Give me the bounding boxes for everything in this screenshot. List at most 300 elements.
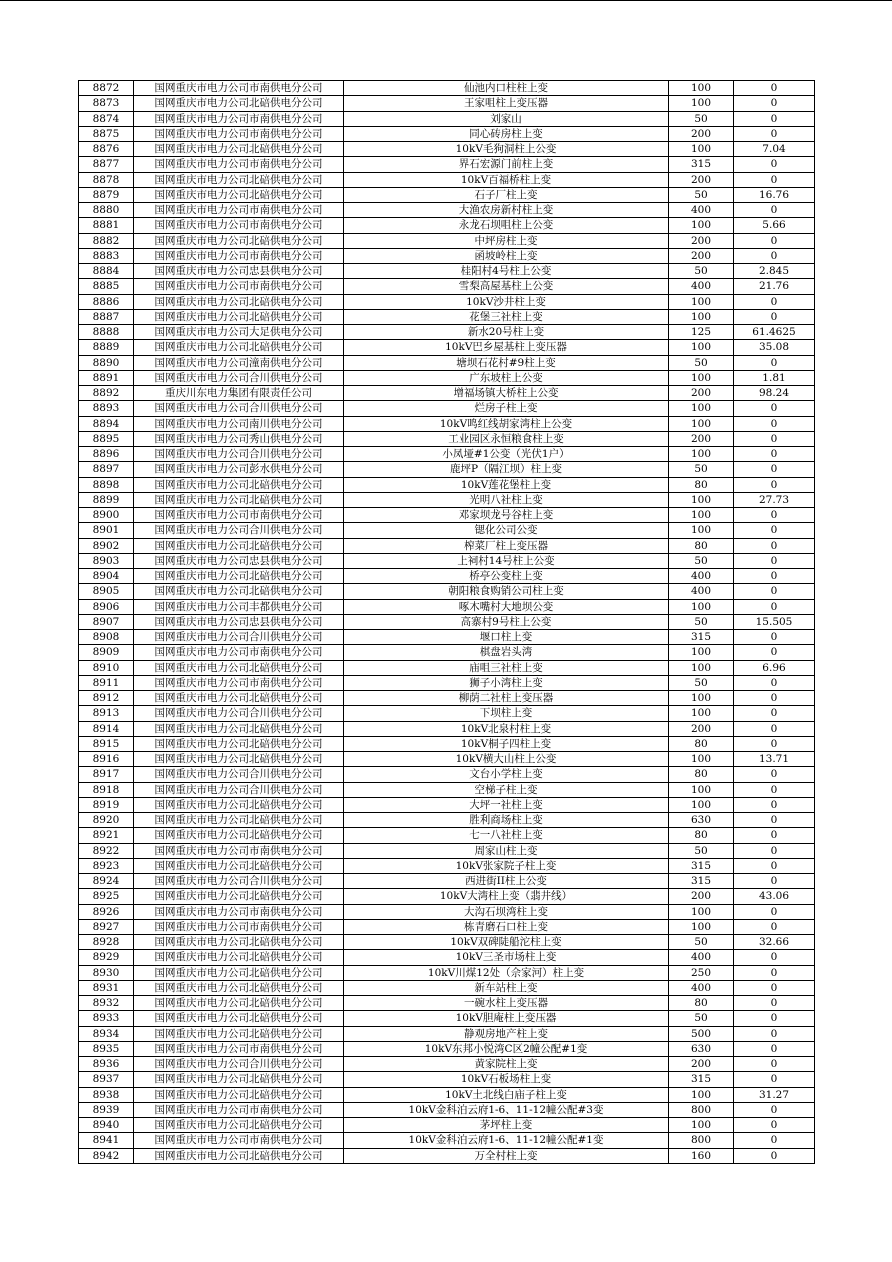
company-cell: 国网重庆市电力公司市南供电分公司 <box>134 675 344 690</box>
transformer-name-cell: 上祠村14号柱上公变 <box>344 553 669 568</box>
row-number-cell: 8899 <box>79 492 134 507</box>
table-row <box>79 523 815 538</box>
table-row <box>79 1041 815 1056</box>
row-number-cell: 8907 <box>79 614 134 629</box>
row-number-cell: 8874 <box>79 111 134 126</box>
transformer-name-cell: 广东坡柱上公变 <box>344 370 669 385</box>
value-cell: 0 <box>734 584 815 599</box>
company-cell: 国网重庆市电力公司北碚供电分公司 <box>134 736 344 751</box>
value-cell: 0 <box>734 675 815 690</box>
table-row <box>79 218 815 233</box>
value-cell: 0 <box>734 203 815 218</box>
company-cell: 国网重庆市电力公司市南供电分公司 <box>134 279 344 294</box>
value-cell: 0 <box>734 477 815 492</box>
table-row <box>79 279 815 294</box>
table-row <box>79 431 815 446</box>
table-row <box>79 264 815 279</box>
transformer-name-cell: 啄木嘴村大地坝公变 <box>344 599 669 614</box>
company-cell: 国网重庆市电力公司市南供电分公司 <box>134 248 344 263</box>
transformer-name-cell: 10kV毛狗洞柱上公变 <box>344 142 669 157</box>
row-number-cell: 8935 <box>79 1041 134 1056</box>
transformer-name-cell: 10kV鸣红线胡家湾柱上公变 <box>344 416 669 431</box>
company-cell: 国网重庆市电力公司北碚供电分公司 <box>134 965 344 980</box>
capacity-cell: 100 <box>669 508 734 523</box>
transformer-name-cell: 黄家院柱上变 <box>344 1057 669 1072</box>
company-cell: 国网重庆市电力公司市南供电分公司 <box>134 904 344 919</box>
value-cell: 0 <box>734 447 815 462</box>
value-cell: 0 <box>734 965 815 980</box>
value-cell: 0 <box>734 797 815 812</box>
row-number-cell: 8897 <box>79 462 134 477</box>
row-number-cell: 8941 <box>79 1133 134 1148</box>
row-number-cell: 8931 <box>79 980 134 995</box>
row-number-cell: 8877 <box>79 157 134 172</box>
company-cell: 国网重庆市电力公司市南供电分公司 <box>134 203 344 218</box>
table-row <box>79 1118 815 1133</box>
table-row <box>79 294 815 309</box>
company-cell: 国网重庆市电力公司北碚供电分公司 <box>134 309 344 324</box>
transformer-name-cell: 狮子小湾柱上变 <box>344 675 669 690</box>
table-row <box>79 950 815 965</box>
transformer-name-cell: 柳荫二社柱上变压器 <box>344 691 669 706</box>
row-number-cell: 8883 <box>79 248 134 263</box>
capacity-cell: 100 <box>669 523 734 538</box>
value-cell: 0 <box>734 919 815 934</box>
value-cell: 1.81 <box>734 370 815 385</box>
company-cell: 国网重庆市电力公司市南供电分公司 <box>134 81 344 96</box>
transformer-name-cell: 新水20号柱上变 <box>344 325 669 340</box>
transformer-name-cell: 一碗水柱上变压器 <box>344 996 669 1011</box>
company-cell: 国网重庆市电力公司北碚供电分公司 <box>134 980 344 995</box>
table-row <box>79 736 815 751</box>
capacity-cell: 50 <box>669 614 734 629</box>
row-number-cell: 8911 <box>79 675 134 690</box>
capacity-cell: 100 <box>669 401 734 416</box>
value-cell: 0 <box>734 508 815 523</box>
company-cell: 国网重庆市电力公司北碚供电分公司 <box>134 828 344 843</box>
transformer-name-cell: 10kV莲花堡柱上变 <box>344 477 669 492</box>
row-number-cell: 8888 <box>79 325 134 340</box>
row-number-cell: 8872 <box>79 81 134 96</box>
table-row <box>79 492 815 507</box>
company-cell: 重庆川东电力集团有限责任公司 <box>134 386 344 401</box>
value-cell: 6.96 <box>734 660 815 675</box>
transformer-name-cell: 10kV巴乡屋基柱上变压器 <box>344 340 669 355</box>
value-cell: 0 <box>734 233 815 248</box>
row-number-cell: 8875 <box>79 126 134 141</box>
capacity-cell: 315 <box>669 858 734 873</box>
transformer-name-cell: 同心砖房柱上变 <box>344 126 669 141</box>
value-cell: 0 <box>734 630 815 645</box>
value-cell: 0 <box>734 248 815 263</box>
transformer-name-cell: 桥亭公变柱上变 <box>344 569 669 584</box>
row-number-cell: 8873 <box>79 96 134 111</box>
table-row <box>79 142 815 157</box>
table-row <box>79 462 815 477</box>
row-number-cell: 8906 <box>79 599 134 614</box>
table-row <box>79 325 815 340</box>
value-cell: 0 <box>734 1133 815 1148</box>
company-cell: 国网重庆市电力公司忠县供电分公司 <box>134 264 344 279</box>
table-row <box>79 355 815 370</box>
transformer-name-cell: 堰口柱上变 <box>344 630 669 645</box>
table-row <box>79 599 815 614</box>
table-row <box>79 553 815 568</box>
value-cell: 27.73 <box>734 492 815 507</box>
table-row <box>79 569 815 584</box>
capacity-cell: 80 <box>669 767 734 782</box>
row-number-cell: 8909 <box>79 645 134 660</box>
company-cell: 国网重庆市电力公司北碚供电分公司 <box>134 172 344 187</box>
capacity-cell: 100 <box>669 370 734 385</box>
transformer-name-cell: 10kV横大山柱上公变 <box>344 752 669 767</box>
capacity-cell: 50 <box>669 355 734 370</box>
transformer-name-cell: 七一八社柱上变 <box>344 828 669 843</box>
value-cell: 0 <box>734 691 815 706</box>
page-top-rule <box>0 0 892 1</box>
capacity-cell: 250 <box>669 965 734 980</box>
transformer-name-cell: 棋盘岩头湾 <box>344 645 669 660</box>
value-cell: 0 <box>734 996 815 1011</box>
company-cell: 国网重庆市电力公司北碚供电分公司 <box>134 691 344 706</box>
row-number-cell: 8903 <box>79 553 134 568</box>
value-cell: 0 <box>734 416 815 431</box>
company-cell: 国网重庆市电力公司合川供电分公司 <box>134 706 344 721</box>
transformer-name-cell: 王家咀柱上变压器 <box>344 96 669 111</box>
transformer-name-cell: 仙池内口柱柱上变 <box>344 81 669 96</box>
table-row <box>79 752 815 767</box>
value-cell: 0 <box>734 904 815 919</box>
company-cell: 国网重庆市电力公司秀山供电分公司 <box>134 431 344 446</box>
row-number-cell: 8918 <box>79 782 134 797</box>
company-cell: 国网重庆市电力公司市南供电分公司 <box>134 1102 344 1117</box>
capacity-cell: 400 <box>669 203 734 218</box>
row-number-cell: 8902 <box>79 538 134 553</box>
transformer-name-cell: 栋青磨石口柱上变 <box>344 919 669 934</box>
capacity-cell: 100 <box>669 706 734 721</box>
table-row <box>79 660 815 675</box>
transformer-name-cell: 高寨村9号柱上公变 <box>344 614 669 629</box>
value-cell: 0 <box>734 294 815 309</box>
value-cell: 0 <box>734 721 815 736</box>
capacity-cell: 50 <box>669 462 734 477</box>
row-number-cell: 8942 <box>79 1148 134 1163</box>
table-row <box>79 965 815 980</box>
table-row <box>79 874 815 889</box>
transformer-name-cell: 永龙石坝咀柱上公变 <box>344 218 669 233</box>
table-row <box>79 767 815 782</box>
row-number-cell: 8908 <box>79 630 134 645</box>
value-cell: 5.66 <box>734 218 815 233</box>
value-cell: 0 <box>734 599 815 614</box>
value-cell: 0 <box>734 736 815 751</box>
capacity-cell: 50 <box>669 1011 734 1026</box>
company-cell: 国网重庆市电力公司北碚供电分公司 <box>134 752 344 767</box>
value-cell: 0 <box>734 523 815 538</box>
capacity-cell: 100 <box>669 752 734 767</box>
capacity-cell: 50 <box>669 264 734 279</box>
value-cell: 0 <box>734 111 815 126</box>
table-row <box>79 843 815 858</box>
table-row <box>79 813 815 828</box>
capacity-cell: 100 <box>669 645 734 660</box>
row-number-cell: 8923 <box>79 858 134 873</box>
row-number-cell: 8932 <box>79 996 134 1011</box>
table-row <box>79 1102 815 1117</box>
value-cell: 0 <box>734 782 815 797</box>
value-cell: 98.24 <box>734 386 815 401</box>
transformer-name-cell: 10kV金科泊云府1-6、11-12幢公配#3变 <box>344 1102 669 1117</box>
row-number-cell: 8882 <box>79 233 134 248</box>
transformer-name-cell: 庙咀三社柱上变 <box>344 660 669 675</box>
capacity-cell: 200 <box>669 233 734 248</box>
transformer-name-cell: 10kV东邦小悦湾C区2幢公配#1变 <box>344 1041 669 1056</box>
row-number-cell: 8937 <box>79 1072 134 1087</box>
row-number-cell: 8894 <box>79 416 134 431</box>
transformer-table <box>78 80 815 1164</box>
row-number-cell: 8885 <box>79 279 134 294</box>
company-cell: 国网重庆市电力公司北碚供电分公司 <box>134 477 344 492</box>
row-number-cell: 8922 <box>79 843 134 858</box>
table-row <box>79 996 815 1011</box>
row-number-cell: 8926 <box>79 904 134 919</box>
value-cell: 0 <box>734 1148 815 1163</box>
company-cell: 国网重庆市电力公司北碚供电分公司 <box>134 538 344 553</box>
capacity-cell: 100 <box>669 919 734 934</box>
row-number-cell: 8920 <box>79 813 134 828</box>
table-row <box>79 111 815 126</box>
row-number-cell: 8924 <box>79 874 134 889</box>
company-cell: 国网重庆市电力公司北碚供电分公司 <box>134 569 344 584</box>
value-cell: 0 <box>734 706 815 721</box>
row-number-cell: 8913 <box>79 706 134 721</box>
capacity-cell: 100 <box>669 81 734 96</box>
transformer-name-cell: 10kV胆庵柱上变压器 <box>344 1011 669 1026</box>
value-cell: 0 <box>734 401 815 416</box>
table-row <box>79 1026 815 1041</box>
transformer-name-cell: 茅坪柱上变 <box>344 1118 669 1133</box>
transformer-name-cell: 空梯子柱上变 <box>344 782 669 797</box>
value-cell: 7.04 <box>734 142 815 157</box>
table-row <box>79 935 815 950</box>
capacity-cell: 100 <box>669 1087 734 1102</box>
value-cell: 0 <box>734 96 815 111</box>
value-cell: 0 <box>734 157 815 172</box>
table-row <box>79 782 815 797</box>
capacity-cell: 100 <box>669 218 734 233</box>
transformer-name-cell: 10kV石板场柱上变 <box>344 1072 669 1087</box>
row-number-cell: 8938 <box>79 1087 134 1102</box>
transformer-name-cell: 10kV川煤12处（佘家河）柱上变 <box>344 965 669 980</box>
table-row <box>79 447 815 462</box>
transformer-name-cell: 10kV双碑陡船沱柱上变 <box>344 935 669 950</box>
transformer-name-cell: 石子厂柱上变 <box>344 187 669 202</box>
company-cell: 国网重庆市电力公司北碚供电分公司 <box>134 294 344 309</box>
company-cell: 国网重庆市电力公司北碚供电分公司 <box>134 233 344 248</box>
capacity-cell: 100 <box>669 416 734 431</box>
transformer-name-cell: 榨菜厂柱上变压器 <box>344 538 669 553</box>
value-cell: 0 <box>734 126 815 141</box>
company-cell: 国网重庆市电力公司市南供电分公司 <box>134 218 344 233</box>
transformer-name-cell: 大坪一社柱上变 <box>344 797 669 812</box>
capacity-cell: 200 <box>669 1057 734 1072</box>
company-cell: 国网重庆市电力公司合川供电分公司 <box>134 874 344 889</box>
capacity-cell: 200 <box>669 248 734 263</box>
capacity-cell: 400 <box>669 584 734 599</box>
company-cell: 国网重庆市电力公司北碚供电分公司 <box>134 797 344 812</box>
company-cell: 国网重庆市电力公司北碚供电分公司 <box>134 1072 344 1087</box>
row-number-cell: 8929 <box>79 950 134 965</box>
value-cell: 0 <box>734 1041 815 1056</box>
capacity-cell: 100 <box>669 904 734 919</box>
company-cell: 国网重庆市电力公司合川供电分公司 <box>134 782 344 797</box>
company-cell: 国网重庆市电力公司北碚供电分公司 <box>134 996 344 1011</box>
row-number-cell: 8928 <box>79 935 134 950</box>
table-row <box>79 1072 815 1087</box>
capacity-cell: 400 <box>669 279 734 294</box>
company-cell: 国网重庆市电力公司北碚供电分公司 <box>134 584 344 599</box>
value-cell: 0 <box>734 828 815 843</box>
capacity-cell: 630 <box>669 1041 734 1056</box>
row-number-cell: 8879 <box>79 187 134 202</box>
company-cell: 国网重庆市电力公司丰都供电分公司 <box>134 599 344 614</box>
transformer-name-cell: 10kV北泉村柱上变 <box>344 721 669 736</box>
capacity-cell: 50 <box>669 675 734 690</box>
row-number-cell: 8933 <box>79 1011 134 1026</box>
transformer-name-cell: 胜利商场柱上变 <box>344 813 669 828</box>
table-row <box>79 187 815 202</box>
capacity-cell: 800 <box>669 1133 734 1148</box>
row-number-cell: 8905 <box>79 584 134 599</box>
company-cell: 国网重庆市电力公司北碚供电分公司 <box>134 858 344 873</box>
company-cell: 国网重庆市电力公司合川供电分公司 <box>134 447 344 462</box>
row-number-cell: 8878 <box>79 172 134 187</box>
value-cell: 32.66 <box>734 935 815 950</box>
table-row <box>79 980 815 995</box>
capacity-cell: 100 <box>669 447 734 462</box>
transformer-name-cell: 工业园区永恒粮食柱上变 <box>344 431 669 446</box>
value-cell: 0 <box>734 309 815 324</box>
value-cell: 0 <box>734 980 815 995</box>
capacity-cell: 100 <box>669 660 734 675</box>
company-cell: 国网重庆市电力公司北碚供电分公司 <box>134 1026 344 1041</box>
company-cell: 国网重庆市电力公司南川供电分公司 <box>134 416 344 431</box>
company-cell: 国网重庆市电力公司北碚供电分公司 <box>134 889 344 904</box>
transformer-name-cell: 下坝柱上变 <box>344 706 669 721</box>
company-cell: 国网重庆市电力公司市南供电分公司 <box>134 645 344 660</box>
table-row <box>79 416 815 431</box>
value-cell: 0 <box>734 645 815 660</box>
value-cell: 43.06 <box>734 889 815 904</box>
table-row <box>79 858 815 873</box>
capacity-cell: 160 <box>669 1148 734 1163</box>
capacity-cell: 630 <box>669 813 734 828</box>
table-row <box>79 340 815 355</box>
capacity-cell: 100 <box>669 691 734 706</box>
row-number-cell: 8921 <box>79 828 134 843</box>
company-cell: 国网重庆市电力公司北碚供电分公司 <box>134 950 344 965</box>
row-number-cell: 8900 <box>79 508 134 523</box>
company-cell: 国网重庆市电力公司北碚供电分公司 <box>134 721 344 736</box>
transformer-name-cell: 烂房子柱上变 <box>344 401 669 416</box>
transformer-name-cell: 10kV大湾柱上变（翡井线） <box>344 889 669 904</box>
value-cell: 0 <box>734 1072 815 1087</box>
capacity-cell: 50 <box>669 111 734 126</box>
table-row <box>79 706 815 721</box>
table-row <box>79 797 815 812</box>
value-cell: 16.76 <box>734 187 815 202</box>
company-cell: 国网重庆市电力公司北碚供电分公司 <box>134 1011 344 1026</box>
transformer-name-cell: 塘坝石花村#9柱上变 <box>344 355 669 370</box>
row-number-cell: 8886 <box>79 294 134 309</box>
capacity-cell: 100 <box>669 294 734 309</box>
table-row <box>79 675 815 690</box>
table-row <box>79 386 815 401</box>
company-cell: 国网重庆市电力公司市南供电分公司 <box>134 919 344 934</box>
capacity-cell: 200 <box>669 721 734 736</box>
value-cell: 0 <box>734 813 815 828</box>
transformer-name-cell: 中坪房柱上变 <box>344 233 669 248</box>
company-cell: 国网重庆市电力公司彭水供电分公司 <box>134 462 344 477</box>
value-cell: 61.4625 <box>734 325 815 340</box>
table-row <box>79 614 815 629</box>
row-number-cell: 8919 <box>79 797 134 812</box>
transformer-name-cell: 增福场镇大桥柱上公变 <box>344 386 669 401</box>
company-cell: 国网重庆市电力公司北碚供电分公司 <box>134 187 344 202</box>
value-cell: 0 <box>734 1057 815 1072</box>
transformer-name-cell: 光明八社柱上变 <box>344 492 669 507</box>
transformer-name-cell: 静观房地产柱上变 <box>344 1026 669 1041</box>
capacity-cell: 200 <box>669 126 734 141</box>
capacity-cell: 315 <box>669 874 734 889</box>
company-cell: 国网重庆市电力公司北碚供电分公司 <box>134 96 344 111</box>
table-row <box>79 584 815 599</box>
company-cell: 国网重庆市电力公司北碚供电分公司 <box>134 660 344 675</box>
capacity-cell: 315 <box>669 1072 734 1087</box>
table-body <box>79 81 815 1164</box>
capacity-cell: 200 <box>669 889 734 904</box>
capacity-cell: 100 <box>669 340 734 355</box>
capacity-cell: 100 <box>669 142 734 157</box>
capacity-cell: 800 <box>669 1102 734 1117</box>
company-cell: 国网重庆市电力公司北碚供电分公司 <box>134 935 344 950</box>
value-cell: 35.08 <box>734 340 815 355</box>
row-number-cell: 8901 <box>79 523 134 538</box>
capacity-cell: 100 <box>669 492 734 507</box>
capacity-cell: 100 <box>669 782 734 797</box>
transformer-name-cell: 周家山柱上变 <box>344 843 669 858</box>
row-number-cell: 8917 <box>79 767 134 782</box>
table-row <box>79 919 815 934</box>
capacity-cell: 400 <box>669 950 734 965</box>
table-row <box>79 81 815 96</box>
transformer-name-cell: 10kV张家院子柱上变 <box>344 858 669 873</box>
row-number-cell: 8891 <box>79 370 134 385</box>
capacity-cell: 100 <box>669 1118 734 1133</box>
row-number-cell: 8925 <box>79 889 134 904</box>
capacity-cell: 80 <box>669 538 734 553</box>
value-cell: 0 <box>734 1102 815 1117</box>
capacity-cell: 100 <box>669 797 734 812</box>
capacity-cell: 80 <box>669 828 734 843</box>
company-cell: 国网重庆市电力公司合川供电分公司 <box>134 1057 344 1072</box>
value-cell: 0 <box>734 553 815 568</box>
table-row <box>79 828 815 843</box>
value-cell: 0 <box>734 843 815 858</box>
value-cell: 0 <box>734 569 815 584</box>
table-row <box>79 630 815 645</box>
table-row <box>79 370 815 385</box>
